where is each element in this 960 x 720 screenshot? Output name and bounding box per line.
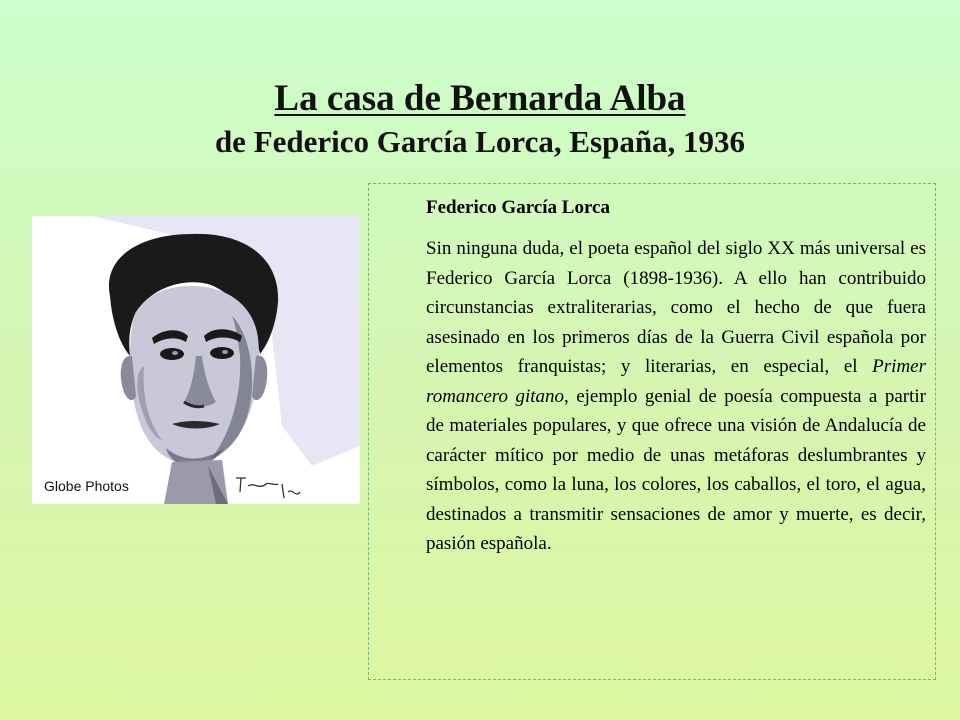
bio-book-title: Primer romancero gitano (426, 356, 926, 407)
title-block (0, 78, 960, 160)
photo-credit: Globe Photos (44, 478, 129, 494)
bio-content (426, 196, 926, 559)
author-portrait (32, 216, 360, 504)
bio-paragraph (426, 234, 926, 559)
portrait-illustration (32, 216, 360, 504)
page-subtitle: de Federico García Lorca, España, 1936 (214, 124, 746, 159)
page-title: La casa de Bernarda Alba (274, 78, 686, 119)
bio-heading: Federico García Lorca (426, 197, 610, 218)
bio-text-part2: , ejemplo genial de poesía compuesta a partir de materiales populares, y que ofrece una visión de Andalucía de carácter mítico por medio de unas metáforas deslumbrantes y símbolos, como la luna, los colores, los caballos, el toro, el agua, destinados a transmitir sensaciones de amor y muerte, es decir, pasión española. (426, 385, 926, 554)
bio-text-part1: Sin ninguna duda, el poeta español del siglo XX más universal es Federico García Lorca (1898-1936). A ello han contribuido circunstancias extraliterarias, como el hecho de que fuera asesinado en los primeros días de la Guerra Civil española por elementos franquistas; y literarias, en especial, el (426, 238, 926, 377)
bio-textbox (368, 183, 936, 680)
signature-mark (236, 478, 300, 498)
